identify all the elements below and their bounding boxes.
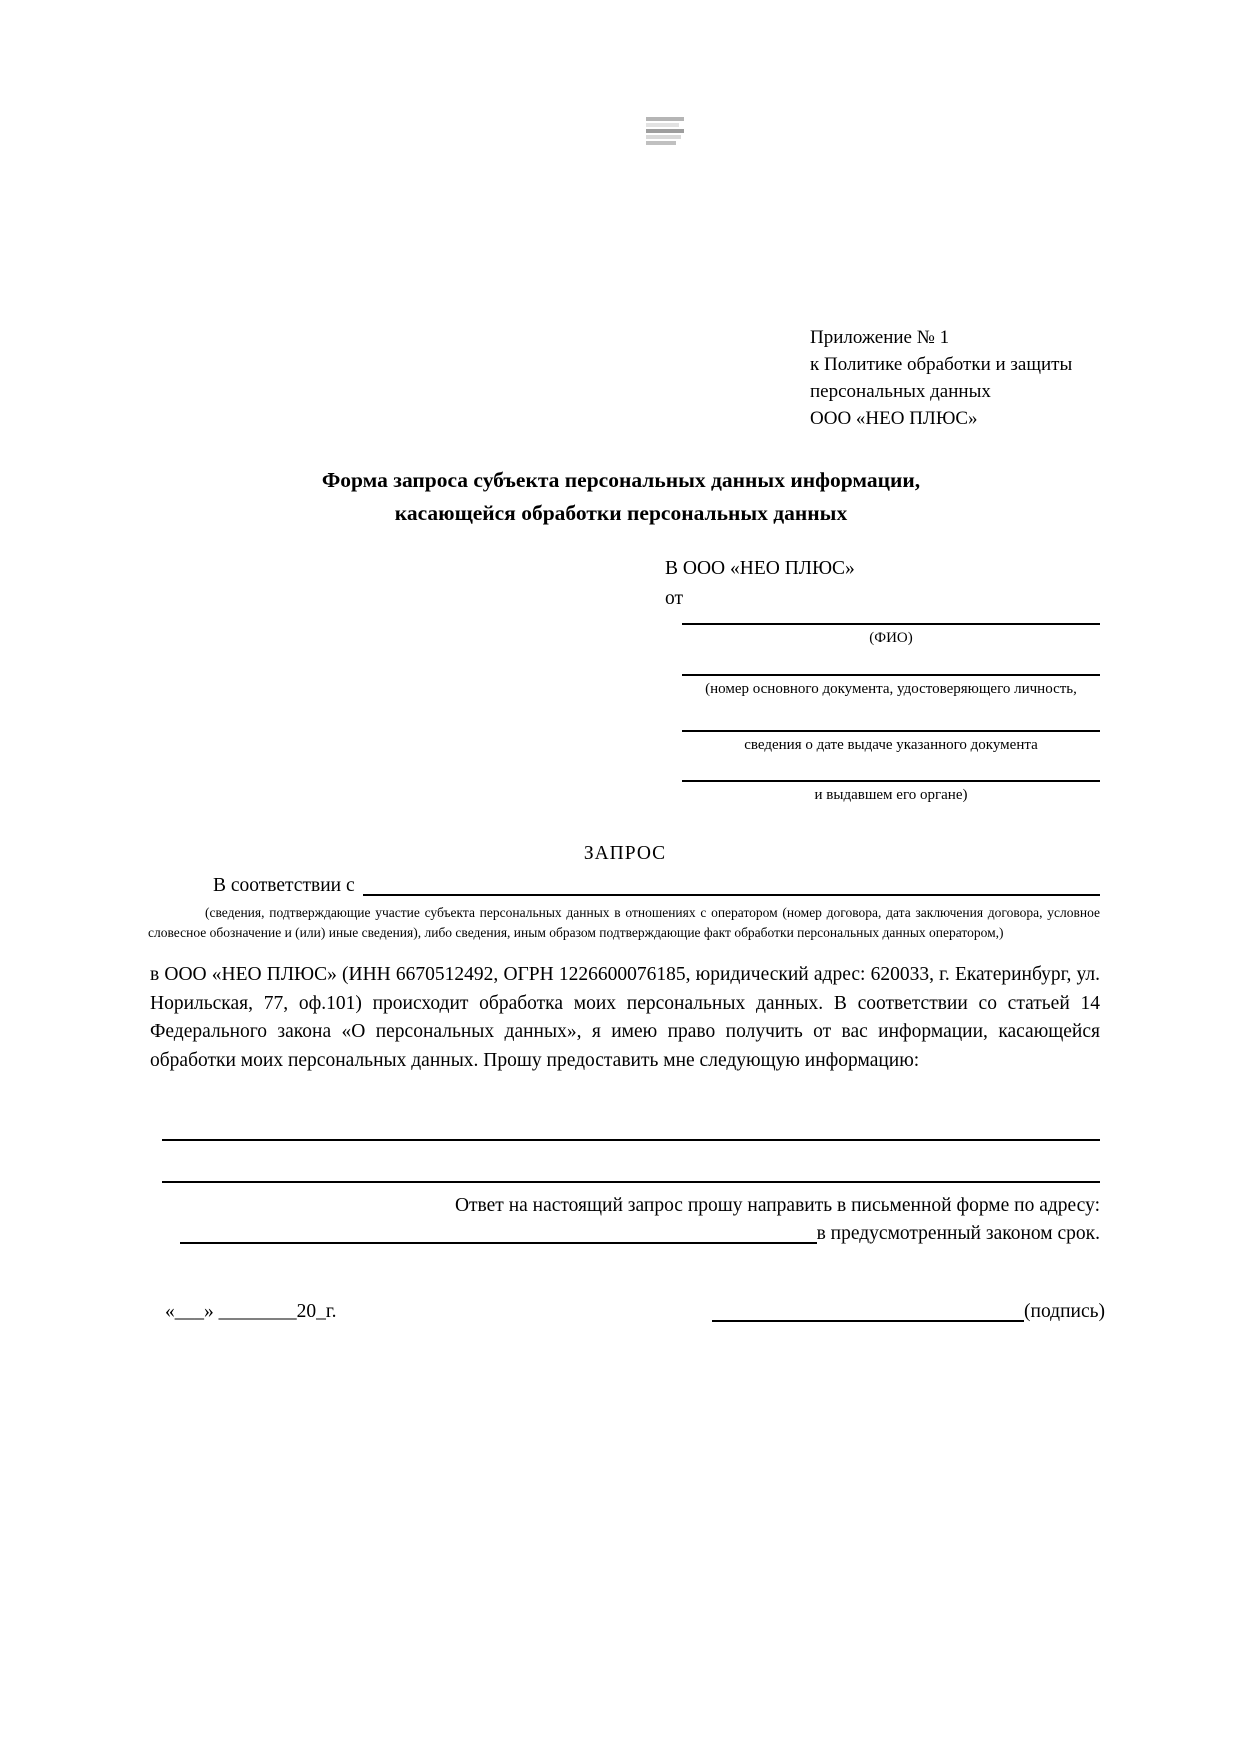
logo-stripe [646, 135, 681, 139]
logo-stripe [646, 141, 676, 145]
reply-address-row [150, 1222, 1100, 1246]
request-intro-row [150, 874, 1100, 898]
information-blank-line-1 [162, 1139, 1100, 1141]
date-fill-text: «___» ________20_г. [165, 1301, 337, 1322]
appendix-line-2: к Политике обработки и защиты [810, 354, 1073, 375]
document-number-blank-line [682, 654, 1100, 676]
signature-blank-line [712, 1300, 1024, 1322]
document-number-field [682, 654, 1100, 698]
date-signature-row [165, 1300, 1105, 1324]
issue-date-field [682, 710, 1100, 754]
document-thumbnail-icon [646, 117, 684, 145]
issue-date-blank-line [682, 710, 1100, 732]
appendix-line-1: Приложение № 1 [810, 327, 950, 348]
reply-request-text: Ответ на настоящий запрос прошу направить в письменной форме по адресу: [454, 1195, 1100, 1216]
logo-stripe [646, 123, 679, 127]
issuing-authority-field [682, 760, 1100, 804]
logo-stripe [646, 117, 684, 121]
fio-field [682, 603, 1100, 647]
document-number-caption: (номер основного документа, удостоверяющего личность, [705, 681, 1077, 697]
reply-address-blank-line [180, 1222, 817, 1244]
appendix-line-4: ООО «НЕО ПЛЮС» [810, 408, 978, 429]
logo-stripe [646, 129, 684, 133]
request-heading: ЗАПРОС [583, 843, 667, 864]
intro-prefix-text: В соответствии с [213, 875, 355, 896]
appendix-header [810, 324, 1072, 432]
addressee-organization: В ООО «НЕО ПЛЮС» [665, 558, 855, 579]
addressee-from-label: от [665, 588, 684, 609]
appendix-line-3: персональных данных [810, 381, 991, 402]
reply-suffix-text: в предусмотренный законом срок. [816, 1223, 1100, 1244]
issuing-authority-caption: и выдавшем его органе) [814, 787, 968, 803]
document-title-line1: Форма запроса субъекта персональных данных информации, [321, 468, 921, 492]
issue-date-caption: сведения о дате выдаче указанного документа [744, 737, 1038, 753]
intro-blank-line [363, 874, 1100, 896]
fio-blank-line [682, 603, 1100, 625]
request-body-paragraph: в ООО «НЕО ПЛЮС» (ИНН 6670512492, ОГРН 1226600076185, юридический адрес: 620033, г. Екатеринбург, ул. Норильская, 77, оф.101) происходит обработка моих персональных данных. В соответствии со статьей 14 Федерального закона «О персональных данных», я имею право получить от вас информации, касающейся обработки моих персональных данных. Прошу предоставить мне следующую информацию: [150, 964, 1100, 1072]
signature-group [712, 1300, 1105, 1324]
document-title-line2: касающейся обработки персональных данных [394, 501, 848, 525]
signature-caption: (подпись) [1024, 1301, 1105, 1322]
document-title [0, 464, 1242, 530]
intro-footnote: (сведения, подтверждающие участие субъекта персональных данных в отношениях с оператором (номер договора, дата заключения договора, условное словесное обозначение и (или) иные сведения), либо сведения, иным образом подтверждающие факт обработки персональных данных оператором,) [148, 905, 1100, 940]
fio-caption: (ФИО) [869, 630, 913, 646]
issuing-authority-blank-line [682, 760, 1100, 782]
information-blank-line-2 [162, 1181, 1100, 1183]
